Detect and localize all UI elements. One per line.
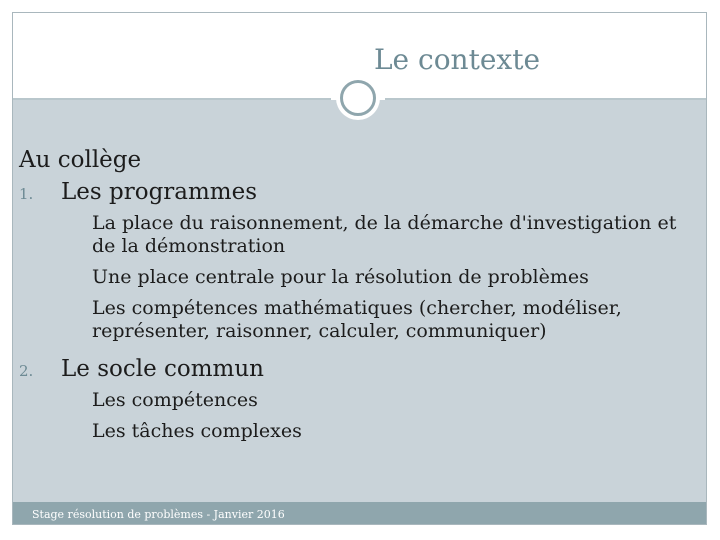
section-socle-commun (19, 351, 704, 443)
list-item: Les compétences mathématiques (chercher, modéliser, représenter, raisonner, calculer, communiquer) (92, 297, 622, 342)
list-item: La place du raisonnement, de la démarche d'investigation et de la démonstration (92, 212, 677, 257)
section-title: Les programmes (61, 179, 258, 205)
section-items (19, 389, 704, 443)
circle-ornament-icon (340, 80, 376, 116)
section-head (19, 174, 704, 212)
section-number: 2. (19, 362, 34, 380)
footer-bar (13, 502, 706, 524)
section-head (19, 351, 704, 389)
list-item: Une place centrale pour la résolution de problèmes (92, 266, 589, 288)
content-heading: Au collège (19, 147, 142, 173)
footer-text: Stage résolution de problèmes - Janvier 2016 (32, 508, 285, 521)
slide-content (19, 146, 704, 451)
section-programmes (19, 174, 704, 343)
slide-title: Le contexte (373, 43, 541, 76)
divider-left (13, 98, 331, 100)
list-item: Les tâches complexes (92, 420, 302, 442)
section-number: 1. (19, 185, 34, 203)
section-title: Le socle commun (61, 356, 264, 382)
divider-right (385, 98, 706, 100)
list-item: Les compétences (92, 389, 258, 411)
slide-frame (12, 12, 707, 525)
section-items (19, 212, 704, 343)
